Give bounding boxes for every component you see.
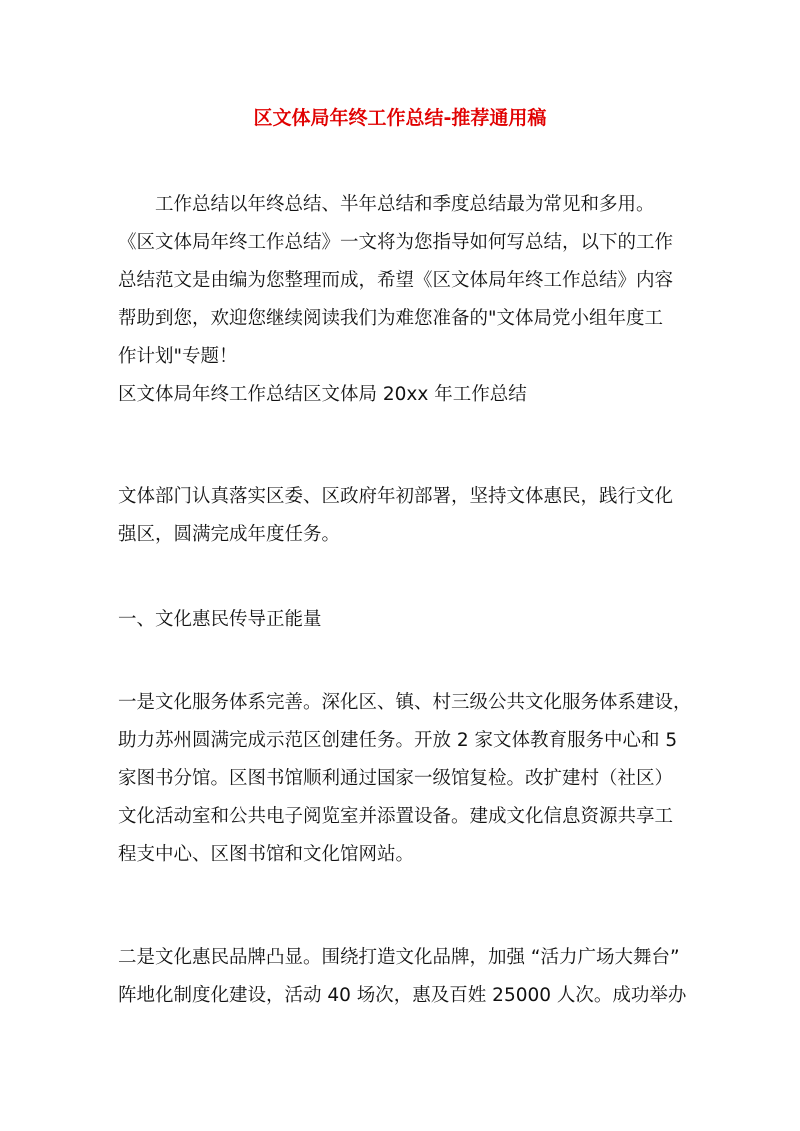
paragraph-1-line: 助力苏州圆满完成示范区创建任务。开放 2 家文体教育服务中心和 5: [118, 730, 678, 751]
opening-line: 文体部门认真落实区委、区政府年初部署，坚持文体惠民，践行文化: [118, 486, 674, 507]
intro-line: 《区文体局年终工作总结》一文将为您指导如何写总结，以下的工作: [118, 232, 674, 253]
intro-line: 作计划"专题！: [118, 346, 238, 367]
intro-paragraph: [118, 186, 686, 414]
intro-line: 帮助到您，欢迎您继续阅读我们为难您准备的"文体局党小组年度工: [118, 308, 664, 329]
document-title: 区文体局年终工作总结-推荐通用稿: [253, 107, 547, 129]
paragraph-1-line: 文化活动室和公共电子阅览室并添置设备。建成文化信息资源共享工: [118, 806, 674, 827]
paragraph-1-line: 家图书分馆。区图书馆顺利通过国家一级馆复检。改扩建村（社区）: [118, 768, 674, 789]
paragraph-1-line: 一是文化服务体系完善。深化区、镇、村三级公共文化服务体系建设，: [118, 692, 692, 713]
intro-line: 工作总结以年终总结、半年总结和季度总结最为常见和多用。: [155, 194, 655, 215]
paragraph-1-line: 程支中心、区图书馆和文化馆网站。: [118, 844, 415, 865]
subheading: 区文体局年终工作总结区文体局 20xx 年工作总结: [118, 384, 527, 405]
paragraph-2-line: 二是文化惠民品牌凸显。围绕打造文化品牌，加强 “活力广场大舞台”: [118, 947, 680, 968]
section-heading-text: 一、文化惠民传导正能量: [118, 609, 322, 630]
paragraph-2-line: 阵地化制度化建设，活动 40 场次，惠及百姓 25000 人次。成功举办: [118, 985, 687, 1006]
opening-line: 强区，圆满完成年度任务。: [118, 524, 341, 545]
paragraph-2: [118, 939, 686, 1015]
opening-paragraph: [118, 478, 686, 554]
intro-line: 总结范文是由编为您整理而成，希望《区文体局年终工作总结》内容: [118, 270, 674, 291]
paragraph-1: [118, 684, 692, 874]
section-heading: [118, 601, 686, 639]
